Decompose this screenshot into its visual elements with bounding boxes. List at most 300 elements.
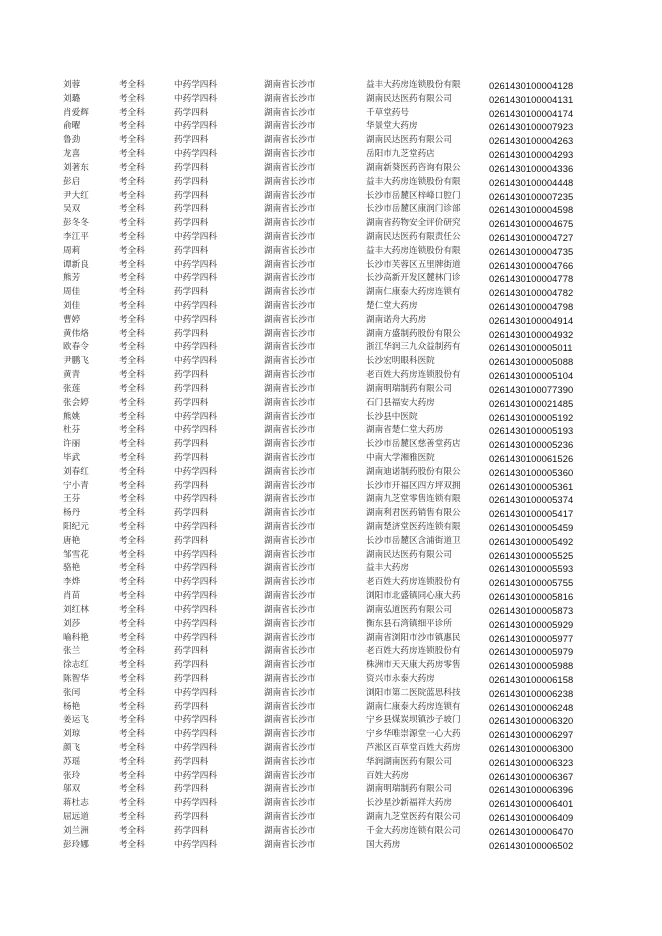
candidate-name: 姜运飞 bbox=[63, 715, 89, 726]
candidate-id: 0261430100006300 bbox=[489, 743, 574, 754]
table-row bbox=[0, 217, 662, 231]
candidate-id: 0261430100006396 bbox=[489, 784, 574, 796]
employer: 益丰大药房连锁股份有限 bbox=[366, 176, 461, 187]
candidate-name: 蒋杜志 bbox=[63, 798, 89, 809]
candidate-id: 0261430100006409 bbox=[489, 812, 574, 824]
candidate-id: 0261430100006323 bbox=[489, 756, 574, 768]
candidate-name: 陈智华 bbox=[63, 673, 89, 684]
exam-type: 考全科 bbox=[119, 770, 145, 781]
candidate-id: 0261430100005374 bbox=[489, 494, 574, 506]
table-row bbox=[0, 355, 662, 369]
exam-city: 湖南省长沙市 bbox=[264, 660, 316, 671]
employer: 湖南民达医药有限公司 bbox=[366, 93, 452, 104]
candidate-id: 0261430100005929 bbox=[489, 618, 574, 630]
candidate-id: 0261430100004598 bbox=[489, 204, 574, 216]
exam-city: 湖南省长沙市 bbox=[264, 93, 316, 104]
employer: 浏阳市第二医院蓝思科技 bbox=[366, 687, 461, 698]
exam-city: 湖南省长沙市 bbox=[264, 743, 316, 753]
candidate-id: 0261430100077390 bbox=[489, 383, 574, 395]
candidate-id: 0261430100005361 bbox=[489, 480, 574, 492]
candidate-id: 0261430100005417 bbox=[489, 508, 574, 520]
table-row bbox=[0, 314, 662, 328]
exam-city: 湖南省长沙市 bbox=[264, 80, 316, 90]
exam-subject: 中药学四科 bbox=[174, 770, 217, 781]
exam-city: 湖南省长沙市 bbox=[264, 812, 316, 823]
exam-type: 考全科 bbox=[119, 784, 145, 795]
exam-type: 考全科 bbox=[119, 176, 145, 187]
exam-city: 湖南省长沙市 bbox=[264, 245, 316, 256]
candidate-table bbox=[0, 79, 662, 853]
candidate-id: 0261430100005816 bbox=[489, 591, 574, 603]
candidate-name: 尹大红 bbox=[63, 190, 89, 201]
table-row bbox=[0, 811, 662, 825]
exam-subject: 药学四科 bbox=[174, 660, 209, 671]
exam-type: 考全科 bbox=[119, 356, 145, 367]
candidate-id: 0261430100005525 bbox=[489, 549, 574, 561]
exam-type: 考全科 bbox=[119, 522, 145, 532]
candidate-name: 周佳 bbox=[63, 287, 81, 298]
candidate-id: 0261430100004128 bbox=[489, 80, 574, 91]
exam-city: 湖南省长沙市 bbox=[264, 135, 316, 146]
exam-city: 湖南省长沙市 bbox=[264, 618, 316, 629]
employer: 衡东县石湾镇细平诊所 bbox=[366, 618, 452, 629]
exam-city: 湖南省长沙市 bbox=[264, 107, 316, 118]
candidate-id: 0261430100004174 bbox=[489, 107, 574, 119]
exam-type: 考全科 bbox=[119, 687, 145, 698]
employer: 宁乡县煤炭坝镇沙子坡门 bbox=[366, 715, 461, 726]
employer: 资兴市永泰大药房 bbox=[366, 673, 435, 684]
exam-city: 湖南省长沙市 bbox=[264, 149, 316, 160]
exam-city: 湖南省长沙市 bbox=[264, 798, 316, 809]
candidate-name: 杨丹 bbox=[63, 508, 81, 519]
exam-subject: 药学四科 bbox=[174, 701, 209, 712]
candidate-id: 0261430100005011 bbox=[489, 342, 573, 354]
exam-city: 湖南省长沙市 bbox=[264, 784, 316, 795]
candidate-id: 0261430100005459 bbox=[489, 522, 574, 533]
exam-type: 考全科 bbox=[119, 535, 145, 546]
table-row bbox=[0, 162, 662, 176]
exam-type: 考全科 bbox=[119, 466, 145, 477]
exam-subject: 中药学四科 bbox=[174, 494, 217, 505]
exam-city: 湖南省长沙市 bbox=[264, 729, 316, 740]
exam-subject: 中药学四科 bbox=[174, 93, 217, 104]
candidate-name: 彭玲娜 bbox=[63, 839, 89, 850]
exam-type: 考全科 bbox=[119, 480, 145, 491]
table-row bbox=[0, 411, 662, 425]
employer: 千金大药房连锁有限公司 bbox=[366, 825, 461, 836]
candidate-id: 0261430100006158 bbox=[489, 673, 574, 685]
table-row bbox=[0, 590, 662, 604]
exam-subject: 中药学四科 bbox=[174, 743, 217, 753]
exam-type: 考全科 bbox=[119, 328, 145, 339]
employer: 石门县福安大药房 bbox=[366, 397, 435, 408]
employer: 长沙市岳麓区梓峰口腔门 bbox=[366, 190, 461, 201]
exam-type: 考全科 bbox=[119, 383, 145, 394]
exam-subject: 药学四科 bbox=[174, 370, 209, 381]
candidate-name: 许丽 bbox=[63, 439, 81, 450]
employer: 益丰大药房连锁股份有限 bbox=[366, 245, 461, 256]
exam-subject: 药学四科 bbox=[174, 135, 209, 146]
employer: 华润湖南医药有限公司 bbox=[366, 756, 452, 767]
exam-city: 湖南省长沙市 bbox=[264, 204, 316, 215]
exam-city: 湖南省长沙市 bbox=[264, 287, 316, 298]
exam-type: 考全科 bbox=[119, 80, 145, 90]
candidate-name: 刘著东 bbox=[63, 162, 89, 173]
candidate-name: 黄伟烙 bbox=[63, 328, 89, 339]
employer: 长沙市岳麓区含浦街道卫 bbox=[366, 535, 461, 546]
table-row bbox=[0, 452, 662, 466]
candidate-name: 曹婷 bbox=[63, 314, 81, 325]
exam-type: 考全科 bbox=[119, 646, 145, 657]
candidate-id: 0261430100004263 bbox=[489, 135, 574, 147]
table-row bbox=[0, 120, 662, 134]
table-row bbox=[0, 286, 662, 300]
employer: 岳阳市九芝堂药店 bbox=[366, 149, 435, 160]
table-row bbox=[0, 604, 662, 618]
candidate-name: 唐艳 bbox=[63, 535, 81, 546]
employer: 湖南民达医药有限责任公 bbox=[366, 231, 461, 242]
exam-type: 考全科 bbox=[119, 549, 145, 560]
candidate-id: 0261430100005088 bbox=[489, 356, 574, 368]
candidate-id: 0261430100005193 bbox=[489, 425, 574, 437]
candidate-id: 0261430100004131 bbox=[489, 93, 574, 105]
candidate-name: 张莲 bbox=[63, 383, 81, 394]
exam-subject: 药学四科 bbox=[174, 383, 209, 394]
candidate-name: 肖爱辉 bbox=[63, 107, 89, 118]
exam-city: 湖南省长沙市 bbox=[264, 522, 316, 532]
exam-type: 考全科 bbox=[119, 397, 145, 408]
exam-type: 考全科 bbox=[119, 632, 145, 643]
candidate-name: 杜芬 bbox=[63, 425, 81, 436]
employer: 浙江华润三九众益制药有 bbox=[366, 342, 461, 353]
employer: 益丰大药房连锁股份有限 bbox=[366, 80, 461, 90]
exam-city: 湖南省长沙市 bbox=[264, 701, 316, 712]
employer: 益丰大药房 bbox=[366, 563, 409, 574]
candidate-name: 熊姚 bbox=[63, 411, 81, 422]
candidate-name: 刘莎 bbox=[63, 618, 81, 629]
exam-subject: 中药学四科 bbox=[174, 632, 217, 643]
exam-subject: 药学四科 bbox=[174, 812, 209, 823]
employer: 湖南楚济堂医药连锁有限 bbox=[366, 522, 461, 532]
table-row bbox=[0, 341, 662, 355]
exam-type: 考全科 bbox=[119, 839, 145, 850]
candidate-name: 尹鹏飞 bbox=[63, 356, 89, 367]
employer: 湖南省药物安全评价研究 bbox=[366, 218, 461, 229]
candidate-name: 阳纪元 bbox=[63, 522, 89, 532]
exam-subject: 中药学四科 bbox=[174, 259, 217, 270]
exam-type: 考全科 bbox=[119, 591, 145, 602]
exam-subject: 药学四科 bbox=[174, 107, 209, 118]
exam-subject: 中药学四科 bbox=[174, 577, 217, 588]
exam-subject: 药学四科 bbox=[174, 162, 209, 173]
candidate-id: 0261430100005977 bbox=[489, 632, 574, 644]
candidate-name: 徐志红 bbox=[63, 660, 89, 671]
candidate-name: 邹雪花 bbox=[63, 549, 89, 560]
table-row bbox=[0, 190, 662, 204]
employer: 湖南民达医药有限公司 bbox=[366, 135, 452, 146]
table-row bbox=[0, 714, 662, 728]
exam-city: 湖南省长沙市 bbox=[264, 301, 316, 311]
table-row bbox=[0, 369, 662, 383]
candidate-id: 0261430100006320 bbox=[489, 715, 574, 727]
exam-city: 湖南省长沙市 bbox=[264, 508, 316, 519]
exam-subject: 药学四科 bbox=[174, 204, 209, 215]
candidate-id: 0261430100004675 bbox=[489, 218, 574, 230]
exam-city: 湖南省长沙市 bbox=[264, 535, 316, 546]
table-row bbox=[0, 645, 662, 659]
exam-city: 湖南省长沙市 bbox=[264, 563, 316, 574]
exam-type: 考全科 bbox=[119, 701, 145, 712]
table-row bbox=[0, 562, 662, 576]
table-row bbox=[0, 673, 662, 687]
employer: 长沙市岳麓区慈善堂药店 bbox=[366, 439, 461, 450]
table-row bbox=[0, 770, 662, 784]
exam-subject: 中药学四科 bbox=[174, 425, 217, 436]
exam-subject: 药学四科 bbox=[174, 328, 209, 339]
table-row bbox=[0, 107, 662, 121]
table-row bbox=[0, 728, 662, 742]
candidate-id: 0261430100006238 bbox=[489, 687, 574, 699]
exam-city: 湖南省长沙市 bbox=[264, 480, 316, 491]
candidate-name: 周莉 bbox=[63, 245, 81, 256]
table-row bbox=[0, 576, 662, 590]
exam-city: 湖南省长沙市 bbox=[264, 439, 316, 450]
candidate-name: 欧春令 bbox=[63, 342, 89, 353]
exam-city: 湖南省长沙市 bbox=[264, 715, 316, 726]
candidate-name: 李江平 bbox=[63, 231, 89, 242]
exam-type: 考全科 bbox=[119, 231, 145, 242]
exam-type: 考全科 bbox=[119, 135, 145, 146]
candidate-name: 刘蓉 bbox=[63, 80, 81, 90]
candidate-name: 喻科艳 bbox=[63, 632, 89, 643]
exam-type: 考全科 bbox=[119, 245, 145, 256]
candidate-id: 0261430100004932 bbox=[489, 328, 574, 340]
table-row bbox=[0, 797, 662, 811]
candidate-name: 鲁劲 bbox=[63, 135, 81, 146]
employer: 湖南民达医药有限公司 bbox=[366, 549, 452, 560]
exam-type: 考全科 bbox=[119, 673, 145, 684]
exam-city: 湖南省长沙市 bbox=[264, 825, 316, 836]
exam-subject: 中药学四科 bbox=[174, 149, 217, 160]
candidate-id: 0261430100004448 bbox=[489, 176, 574, 188]
employer: 浏阳市北盛镇同心康大药 bbox=[366, 591, 461, 602]
candidate-id: 0261430100006367 bbox=[489, 770, 574, 782]
candidate-id: 0261430100007923 bbox=[489, 121, 574, 133]
exam-city: 湖南省长沙市 bbox=[264, 383, 316, 394]
candidate-name: 邬双 bbox=[63, 784, 81, 795]
candidate-id: 0261430100005236 bbox=[489, 439, 574, 451]
candidate-name: 毕武 bbox=[63, 452, 81, 463]
candidate-id: 0261430100005192 bbox=[489, 411, 574, 423]
exam-city: 湖南省长沙市 bbox=[264, 549, 316, 560]
table-row bbox=[0, 383, 662, 397]
employer: 老百姓大药房连锁股份有 bbox=[366, 646, 461, 657]
candidate-id: 0261430100006248 bbox=[489, 701, 574, 713]
exam-type: 考全科 bbox=[119, 618, 145, 629]
exam-city: 湖南省长沙市 bbox=[264, 756, 316, 767]
exam-city: 湖南省长沙市 bbox=[264, 839, 316, 850]
table-row bbox=[0, 438, 662, 452]
table-row bbox=[0, 783, 662, 797]
exam-type: 考全科 bbox=[119, 93, 145, 104]
table-row bbox=[0, 231, 662, 245]
exam-city: 湖南省长沙市 bbox=[264, 218, 316, 229]
exam-city: 湖南省长沙市 bbox=[264, 591, 316, 602]
exam-subject: 中药学四科 bbox=[174, 342, 217, 353]
employer: 华景堂大药房 bbox=[366, 121, 418, 132]
exam-type: 考全科 bbox=[119, 660, 145, 671]
employer: 湖南仁康泰大药房连锁有 bbox=[366, 701, 461, 712]
exam-subject: 中药学四科 bbox=[174, 121, 217, 132]
exam-type: 考全科 bbox=[119, 370, 145, 381]
exam-city: 湖南省长沙市 bbox=[264, 770, 316, 781]
exam-type: 考全科 bbox=[119, 812, 145, 823]
candidate-name: 刘红林 bbox=[63, 604, 89, 615]
exam-type: 考全科 bbox=[119, 452, 145, 463]
exam-subject: 药学四科 bbox=[174, 480, 209, 491]
exam-subject: 药学四科 bbox=[174, 825, 209, 836]
exam-type: 考全科 bbox=[119, 190, 145, 201]
table-row bbox=[0, 659, 662, 673]
exam-type: 考全科 bbox=[119, 121, 145, 132]
exam-type: 考全科 bbox=[119, 604, 145, 615]
candidate-name: 吴双 bbox=[63, 204, 81, 215]
exam-subject: 药学四科 bbox=[174, 756, 209, 767]
exam-type: 考全科 bbox=[119, 107, 145, 118]
employer: 长沙市开福区四方坪双拥 bbox=[366, 480, 461, 491]
exam-type: 考全科 bbox=[119, 301, 145, 311]
candidate-id: 0261430100004735 bbox=[489, 245, 574, 257]
employer: 株洲市天天康大药房零售 bbox=[366, 660, 461, 671]
employer: 长沙高新开发区麓林门诊 bbox=[366, 273, 461, 284]
exam-city: 湖南省长沙市 bbox=[264, 121, 316, 132]
table-row bbox=[0, 493, 662, 507]
employer: 湖南仁康泰大药房连锁有 bbox=[366, 287, 461, 298]
exam-city: 湖南省长沙市 bbox=[264, 314, 316, 325]
exam-type: 考全科 bbox=[119, 439, 145, 450]
candidate-id: 0261430100005104 bbox=[489, 370, 574, 382]
employer: 湖南省浏阳市沙市镇惠民 bbox=[366, 632, 461, 643]
exam-city: 湖南省长沙市 bbox=[264, 411, 316, 422]
table-row bbox=[0, 825, 662, 839]
exam-subject: 中药学四科 bbox=[174, 356, 217, 367]
table-row bbox=[0, 742, 662, 756]
employer: 湖南明瑞制药有限公司 bbox=[366, 784, 452, 795]
exam-type: 考全科 bbox=[119, 756, 145, 767]
candidate-id: 0261430100004782 bbox=[489, 287, 574, 299]
employer: 湖南利君医药销售有限公 bbox=[366, 508, 461, 519]
candidate-name: 龙喜 bbox=[63, 149, 81, 160]
candidate-name: 熊芳 bbox=[63, 273, 81, 284]
candidate-name: 刘春红 bbox=[63, 466, 89, 477]
candidate-name: 俞曜 bbox=[63, 121, 81, 132]
exam-subject: 中药学四科 bbox=[174, 273, 217, 284]
exam-city: 湖南省长沙市 bbox=[264, 577, 316, 588]
table-row bbox=[0, 300, 662, 314]
table-row bbox=[0, 93, 662, 107]
exam-city: 湖南省长沙市 bbox=[264, 190, 316, 201]
candidate-id: 0261430100005988 bbox=[489, 660, 574, 672]
candidate-name: 刘佳 bbox=[63, 301, 81, 311]
exam-city: 湖南省长沙市 bbox=[264, 425, 316, 436]
exam-type: 考全科 bbox=[119, 218, 145, 229]
exam-subject: 中药学四科 bbox=[174, 301, 217, 311]
candidate-name: 杨艳 bbox=[63, 701, 81, 712]
exam-subject: 中药学四科 bbox=[174, 798, 217, 809]
exam-city: 湖南省长沙市 bbox=[264, 328, 316, 339]
table-row bbox=[0, 480, 662, 494]
exam-subject: 药学四科 bbox=[174, 535, 209, 546]
exam-city: 湖南省长沙市 bbox=[264, 259, 316, 270]
table-row bbox=[0, 466, 662, 480]
table-row bbox=[0, 701, 662, 715]
exam-subject: 药学四科 bbox=[174, 287, 209, 298]
candidate-id: 0261430100004766 bbox=[489, 259, 574, 271]
employer: 湖南明瑞制药有限公司 bbox=[366, 383, 452, 394]
exam-subject: 中药学四科 bbox=[174, 729, 217, 740]
employer: 湖南新葵医药咨询有限公 bbox=[366, 162, 461, 173]
exam-subject: 中药学四科 bbox=[174, 563, 217, 574]
exam-city: 湖南省长沙市 bbox=[264, 397, 316, 408]
exam-city: 湖南省长沙市 bbox=[264, 466, 316, 477]
candidate-id: 0261430100061526 bbox=[489, 452, 574, 464]
exam-subject: 药学四科 bbox=[174, 397, 209, 408]
exam-subject: 药学四科 bbox=[174, 439, 209, 450]
table-row bbox=[0, 203, 662, 217]
employer: 湖南方盛制药股份有限公 bbox=[366, 328, 461, 339]
candidate-id: 0261430100004778 bbox=[489, 273, 574, 285]
exam-city: 湖南省长沙市 bbox=[264, 273, 316, 284]
exam-type: 考全科 bbox=[119, 149, 145, 160]
candidate-name: 刘琼 bbox=[63, 729, 81, 740]
exam-type: 考全科 bbox=[119, 314, 145, 325]
employer: 中南大学湘雅医院 bbox=[366, 452, 435, 463]
candidate-id: 0261430100007235 bbox=[489, 190, 574, 202]
exam-type: 考全科 bbox=[119, 798, 145, 809]
exam-subject: 中药学四科 bbox=[174, 687, 217, 698]
exam-city: 湖南省长沙市 bbox=[264, 356, 316, 367]
exam-city: 湖南省长沙市 bbox=[264, 494, 316, 505]
employer: 楚仁堂大药房 bbox=[366, 301, 418, 311]
employer: 长沙星沙新福祥大药房 bbox=[366, 798, 452, 809]
exam-city: 湖南省长沙市 bbox=[264, 231, 316, 242]
exam-type: 考全科 bbox=[119, 494, 145, 505]
candidate-name: 王芬 bbox=[63, 494, 81, 505]
exam-city: 湖南省长沙市 bbox=[264, 176, 316, 187]
exam-city: 湖南省长沙市 bbox=[264, 162, 316, 173]
candidate-name: 张兰 bbox=[63, 646, 81, 657]
table-row bbox=[0, 272, 662, 286]
exam-city: 湖南省长沙市 bbox=[264, 370, 316, 381]
employer: 百姓大药房 bbox=[366, 770, 409, 781]
exam-type: 考全科 bbox=[119, 204, 145, 215]
exam-subject: 药学四科 bbox=[174, 784, 209, 795]
exam-city: 湖南省长沙市 bbox=[264, 342, 316, 353]
exam-subject: 中药学四科 bbox=[174, 314, 217, 325]
candidate-id: 0261430100006401 bbox=[489, 798, 574, 810]
candidate-id: 0261430100005492 bbox=[489, 535, 574, 547]
exam-subject: 药学四科 bbox=[174, 190, 209, 201]
exam-type: 考全科 bbox=[119, 259, 145, 270]
employer: 宁乡华唯崇源堂一心大药 bbox=[366, 729, 461, 740]
candidate-id: 0261430100005360 bbox=[489, 466, 574, 478]
exam-type: 考全科 bbox=[119, 425, 145, 436]
employer: 湖南弘道医药有限公司 bbox=[366, 604, 452, 615]
exam-subject: 中药学四科 bbox=[174, 522, 217, 532]
employer: 长沙市芙蓉区五里牌街道 bbox=[366, 259, 461, 270]
exam-type: 考全科 bbox=[119, 563, 145, 574]
exam-type: 考全科 bbox=[119, 715, 145, 726]
